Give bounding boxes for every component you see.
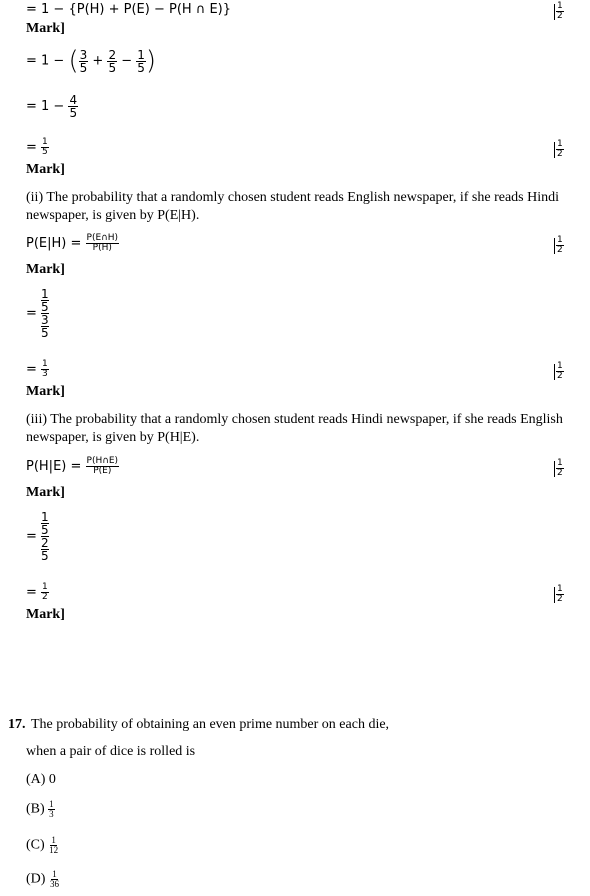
mark-label: Mark]	[26, 262, 65, 277]
step1-line4: = $\frac{1}{5}$	[26, 137, 48, 157]
half-mark-6: $\frac{1}{2}$	[554, 585, 564, 604]
mark-label: Mark]	[26, 21, 65, 36]
step1-line1: = 1 − {P(H) + P(E) − P(H ∩ E)}	[26, 2, 232, 17]
part3-text: (iii) The probability that a randomly chosen student reads Hindi newspaper, if she reads English newspaper, is given by P(H|E).	[26, 412, 563, 445]
part3-result: = $\frac{1}{2}$	[26, 582, 48, 602]
half-mark-4: $\frac{1}{2}$	[554, 362, 564, 381]
half-mark-3: $\frac{1}{2}$	[554, 236, 564, 255]
step1-line3: = 1 − $\frac{4}{5}$	[26, 93, 78, 120]
step1-line2: = 1 − ( $\frac{3}{5}$ + $\frac{2}{5}$ − $\frac{1}{5}$ )	[26, 46, 157, 76]
half-mark-1: $\frac{1}{2}$	[554, 2, 564, 21]
option-d: (D) $\frac{1}{36}$	[26, 869, 59, 889]
question-text-line2: when a pair of dice is rolled is	[26, 744, 196, 759]
question-text-line1: The probability of obtaining an even prime number on each die,	[31, 717, 390, 732]
part2-compound-fraction: = 1 5 3 5	[26, 287, 49, 340]
part3-formula: P(H|E) = $\frac{P(H\cap E)}{P(E)}$	[26, 456, 119, 476]
part2-formula: P(E|H) = $\frac{P(E\cap H)}{P(H)}$	[26, 233, 119, 253]
half-mark-2: $\frac{1}{2}$	[554, 140, 564, 159]
question-number: 17.	[8, 717, 26, 732]
option-c: (C) $\frac{1}{12}$	[26, 835, 59, 855]
option-b: (B) $\frac{1}{3}$	[26, 799, 54, 819]
mark-label: Mark]	[26, 607, 65, 622]
part2-text: (ii) The probability that a randomly chosen student reads English newspaper, if she reads Hindi newspaper, is given by P(E|H).	[26, 190, 559, 223]
part2-result: = $\frac{1}{3}$	[26, 359, 48, 379]
half-mark-5: $\frac{1}{2}$	[554, 459, 564, 478]
mark-label: Mark]	[26, 485, 65, 500]
mark-label: Mark]	[26, 162, 65, 177]
mark-label: Mark]	[26, 384, 65, 399]
part3-compound-fraction: = 1 5 2 5	[26, 510, 49, 563]
option-a: (A) 0	[26, 772, 56, 787]
